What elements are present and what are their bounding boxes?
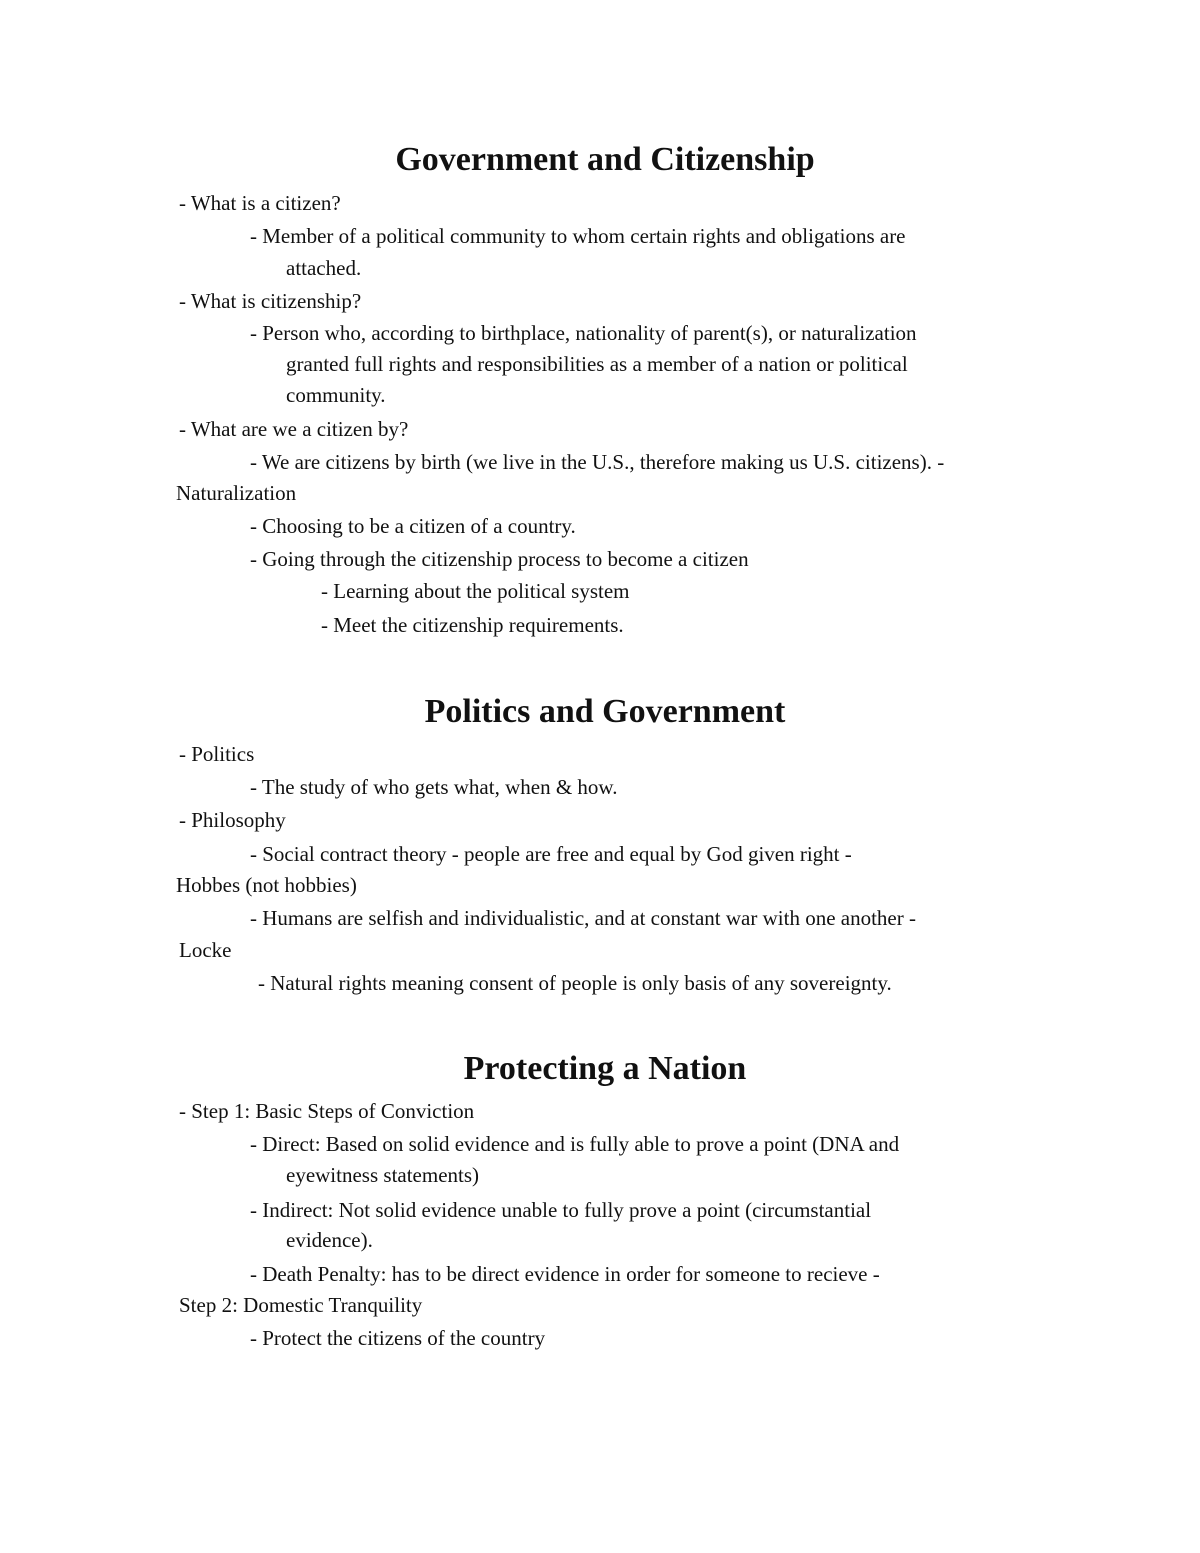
text-line: - Social contract theory - people are free and equal by God given right - — [250, 842, 852, 866]
text-line: - What is citizenship? — [179, 289, 362, 313]
text-line: - Learning about the political system — [321, 579, 630, 603]
text-line: - Indirect: Not solid evidence unable to fully prove a point (circumstantial — [250, 1198, 872, 1222]
text-line: Locke — [179, 938, 232, 962]
text-line: eyewitness statements) — [286, 1163, 480, 1187]
text-line: - Member of a political community to whom certain rights and obligations are — [250, 224, 906, 248]
text-line: - What is a citizen? — [179, 191, 341, 215]
text-line: - Natural rights meaning consent of people is only basis of any sovereignty. — [258, 971, 892, 995]
text-line: - Choosing to be a citizen of a country. — [250, 514, 576, 538]
text-line: - Death Penalty: has to be direct evidence in order for someone to recieve - — [250, 1262, 880, 1286]
text-line: - What are we a citizen by? — [179, 417, 409, 441]
text-line: Naturalization — [176, 481, 297, 505]
text-line: Step 2: Domestic Tranquility — [179, 1293, 423, 1317]
text-line: - The study of who gets what, when & how. — [250, 775, 618, 799]
text-line: Hobbes (not hobbies) — [176, 873, 357, 897]
text-line: - Going through the citizenship process to become a citizen — [250, 547, 749, 571]
text-line: - Protect the citizens of the country — [250, 1326, 546, 1350]
section-heading-protecting-nation: Protecting a Nation — [463, 1050, 747, 1087]
section-heading-government-citizenship: Government and Citizenship — [395, 141, 815, 178]
section-heading-politics-government: Politics and Government — [424, 693, 786, 730]
text-line: - Politics — [179, 742, 255, 766]
text-line: - Person who, according to birthplace, nationality of parent(s), or naturalization — [250, 321, 917, 345]
text-line: evidence). — [286, 1228, 373, 1252]
text-line: - We are citizens by birth (we live in the U.S., therefore making us U.S. citizens). - — [250, 450, 945, 474]
text-line: - Philosophy — [179, 808, 286, 832]
text-line: - Direct: Based on solid evidence and is fully able to prove a point (DNA and — [250, 1132, 900, 1156]
text-line: - Humans are selfish and individualistic, and at constant war with one another - — [250, 906, 916, 930]
text-line: - Meet the citizenship requirements. — [321, 613, 624, 637]
text-line: attached. — [286, 256, 362, 280]
text-line: - Step 1: Basic Steps of Conviction — [179, 1099, 475, 1123]
text-line: community. — [286, 383, 386, 407]
text-line: granted full rights and responsibilities as a member of a nation or political — [286, 352, 908, 376]
